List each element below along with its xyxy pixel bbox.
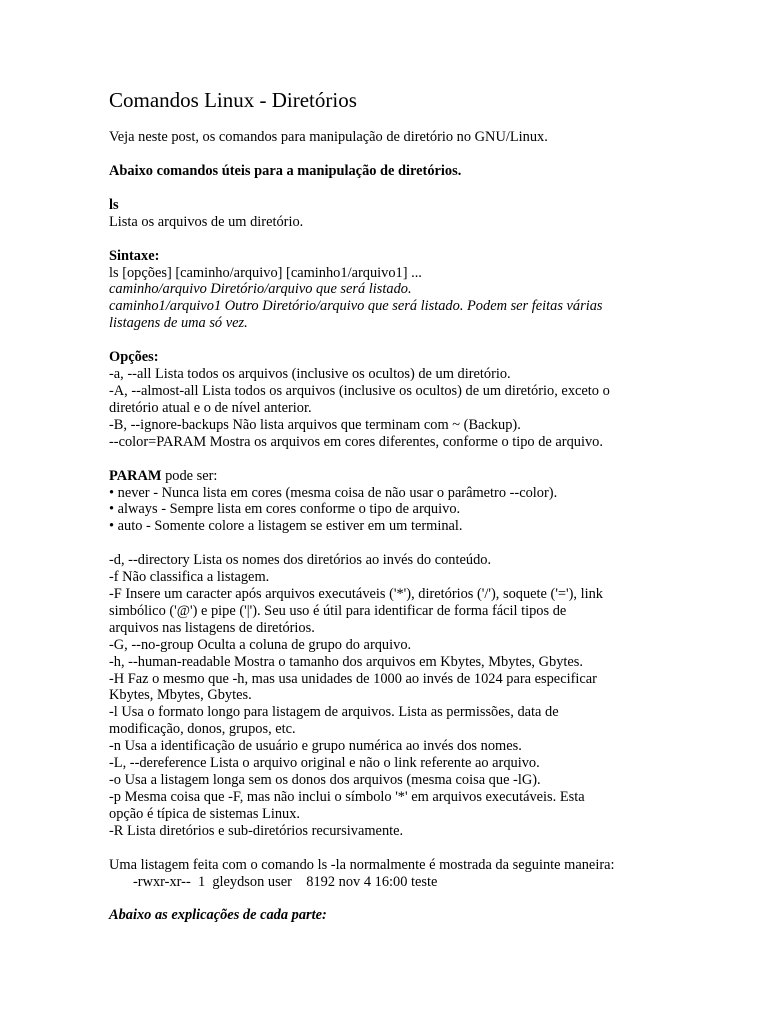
option-line: -h, --human-readable Mostra o tamanho dos arquivos em Kbytes, Mbytes, Gbytes. — [109, 653, 583, 670]
option-line: modificação, donos, grupos, etc. — [109, 721, 296, 738]
option-line: -H Faz o mesmo que -h, mas usa unidades de 1000 ao invés de 1024 para especificar — [109, 670, 597, 687]
param-item: • always - Sempre lista em cores conforme o tipo de arquivo. — [109, 501, 669, 518]
option-line: -f Não classifica a listagem. — [109, 569, 270, 586]
option-line: -d, --directory Lista os nomes dos diretórios ao invés do conteúdo. — [109, 552, 492, 569]
options-heading: Opções: — [109, 349, 159, 366]
command-description: Lista os arquivos de um diretório. — [109, 213, 304, 230]
option-line: -B, --ignore-backups Não lista arquivos que terminam com ~ (Backup). — [109, 416, 521, 433]
example-intro: Uma listagem feita com o comando ls -la normalmente é mostrada da seguinte maneira: — [109, 856, 615, 873]
example-output: -rwxr-xr-- 1 gleydson user 8192 nov 4 16:00 teste — [133, 873, 438, 890]
option-line: -o Usa a listagem longa sem os donos dos arquivos (mesma coisa que -lG). — [109, 772, 541, 788]
option-line: -R Lista diretórios e sub-diretórios recursivamente. — [109, 822, 404, 839]
option-line: -G, --no-group Oculta a coluna de grupo do arquivo. — [109, 636, 412, 653]
option-line: diretório atual e o de nível anterior. — [109, 399, 312, 416]
option-line: -A, --almost-all Lista todos os arquivos (inclusive os ocultos) de um diretório, exceto o — [109, 382, 610, 399]
param-label: PARAM — [109, 467, 162, 484]
param-item: • never - Nunca lista em cores (mesma coisa de não usar o parâmetro --color). — [109, 485, 669, 502]
closing-heading: Abaixo as explicações de cada parte: — [109, 907, 327, 924]
page-title: Comandos Linux - Diretórios — [109, 88, 357, 112]
option-line: arquivos nas listagens de diretórios. — [109, 619, 315, 636]
option-line: opção é típica de sistemas Linux. — [109, 805, 301, 822]
syntax-note: caminho/arquivo Diretório/arquivo que será listado. — [109, 281, 412, 298]
option-line: Kbytes, Mbytes, Gbytes. — [109, 687, 252, 704]
option-line: -L, --dereference Lista o arquivo original e não o link referente ao arquivo. — [109, 755, 540, 772]
syntax-usage: ls [opções] [caminho/arquivo] [caminho1/arquivo1] ... — [109, 264, 422, 281]
param-item: • auto - Somente colore a listagem se estiver em um terminal. — [109, 518, 669, 535]
option-line: -l Usa o formato longo para listagem de arquivos. Lista as permissões, data de — [109, 704, 559, 721]
intro-paragraph: Veja neste post, os comandos para manipulação de diretório no GNU/Linux. — [109, 129, 548, 145]
option-line: --color=PARAM Mostra os arquivos em cores diferentes, conforme o tipo de arquivo. — [109, 433, 603, 450]
option-line: -a, --all Lista todos os arquivos (inclusive os ocultos) de um diretório. — [109, 366, 511, 383]
param-suffix: pode ser: — [161, 467, 218, 484]
section-subheading: Abaixo comandos úteis para a manipulação de diretórios. — [109, 162, 462, 179]
option-line: -n Usa a identificação de usuário e grupo numérica ao invés dos nomes. — [109, 738, 522, 755]
option-line: -F Insere um caracter após arquivos executáveis ('*'), diretórios ('/'), soquete ('='), link — [109, 586, 603, 603]
document-page — [109, 86, 669, 924]
option-line: -p Mesma coisa que -F, mas não inclui o símbolo '*' em arquivos executáveis. Esta — [109, 788, 585, 805]
syntax-note: caminho1/arquivo1 Outro Diretório/arquivo que será listado. Podem ser feitas várias — [109, 298, 603, 315]
option-line: simbólico ('@') e pipe ('|'). Seu uso é útil para identificar de forma fácil tipos de — [109, 602, 567, 619]
syntax-heading: Sintaxe: — [109, 247, 160, 264]
command-name: ls — [109, 196, 119, 213]
param-heading — [109, 468, 669, 485]
syntax-note: listagens de uma só vez. — [109, 315, 248, 332]
